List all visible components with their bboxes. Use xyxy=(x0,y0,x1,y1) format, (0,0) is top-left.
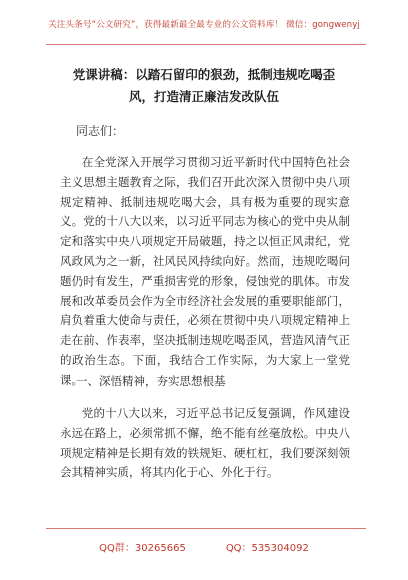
footer-contacts xyxy=(0,539,408,554)
footer-qq-contact: QQ：535304092 xyxy=(225,543,309,554)
footer-qq-group: QQ群：30265665 xyxy=(99,543,186,554)
header-banner: 关注头条号“公文研究”，获得最新最全最专业的公文资料库！ 微信：gongwenyj xyxy=(48,20,360,30)
footer-divider xyxy=(46,528,366,529)
paragraph-intro: 在全党深入开展学习贯彻习近平新时代中国特色社会主义思想主题教育之际，我们召开此次深入贯彻中央八项规定精神、抵制违规吃喝大会，具有极为重要的现实意义。党的十八大以来，以习近平同志为核心的党中央从制定和落实中央八项规定开局破题，持之以恒正风肃纪，党风政风为之一新，社风民风持续向好。然而，违规吃喝问题仍时有发生，严重损害党的形象，侵蚀党的肌体。市发展和改革委员会作为全市经济社会发展的重要职能部门，肩负着重大使命与责任，必须在贯彻中央八项规定精神上走在前、作表率，坚决抵制违规吃喝歪风，营造风清气正的政治生态。下面，我结合工作实际，为大家上一堂党课。 xyxy=(60,155,350,387)
greeting: 同志们： xyxy=(76,124,125,138)
header-divider xyxy=(46,44,366,45)
document-title: 党课讲稿：以踏石留印的狠劲，抵制违规吃喝歪风，打造清正廉洁发改队伍 xyxy=(72,67,336,104)
paragraph-section-1: 党的十八大以来，习近平总书记反复强调，作风建设永远在路上，必须常抓不懈，绝不能有丝毫放松。中央八项规定精神是长期有效的铁规矩、硬杠杠，我们要深刻领会其精神实质，将其内化于心、外化于行。 xyxy=(60,406,350,480)
section-heading-1: 一、深悟精神，夯实思想根基 xyxy=(76,374,226,388)
